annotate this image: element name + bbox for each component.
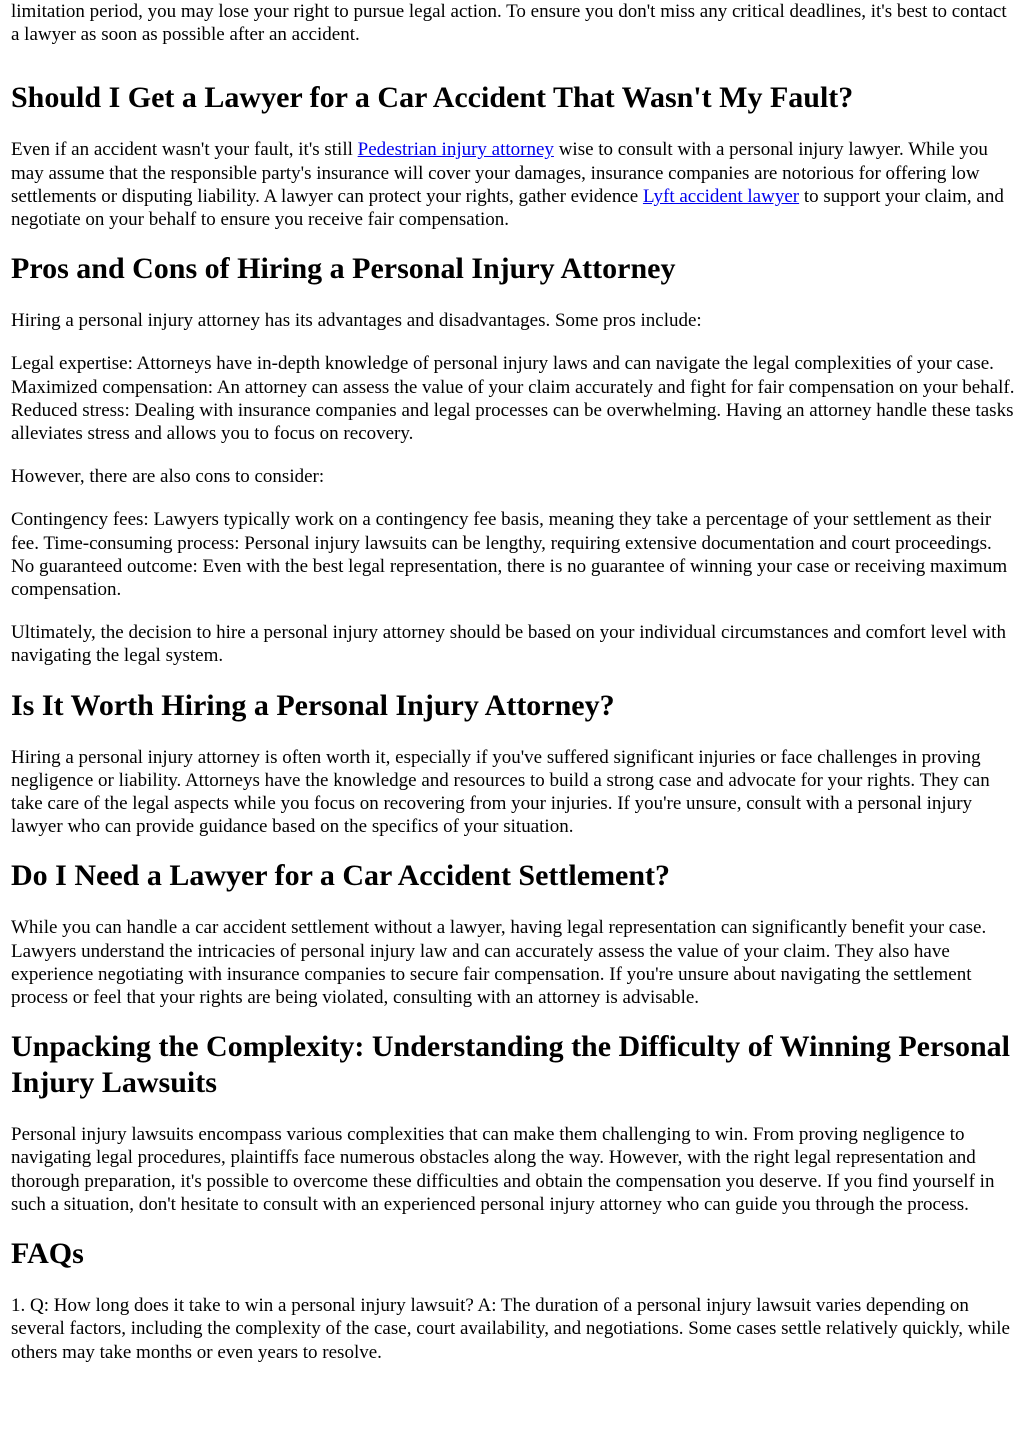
cons-intro: However, there are also cons to consider: bbox=[11, 466, 325, 488]
cons-paragraph: Contingency fees: Lawyers typically work on a contingency fee basis, meaning they take a percentage of your settlement as their fee. Time-consuming process: Personal injury lawsuits can be lengthy, requiring extensive documentation and court proceedings. No guaranteed outcome: Even with the best legal representation, there is no guarantee of winning your case or receiving maximum compensation. bbox=[11, 509, 1008, 601]
heading-worth: Is It Worth Hiring a Personal Injury Attorney? bbox=[11, 688, 615, 722]
heading-faqs: FAQs bbox=[11, 1237, 84, 1271]
heading-settlement: Do I Need a Lawyer for a Car Accident Settlement? bbox=[11, 859, 671, 893]
pros-paragraph: Legal expertise: Attorneys have in-depth knowledge of personal injury laws and can navigate the legal complexities of your case. Maximized compensation: An attorney can assess the value of your claim accurately and fight for fair compensation on your behalf. Reduced stress: Dealing with insurance companies and legal processes can be overwhelming. Having an attorney handle these tasks alleviates stress and allows you to focus on recovery. bbox=[11, 353, 1015, 445]
heading-pros-cons: Pros and Cons of Hiring a Personal Injury Attorney bbox=[11, 252, 676, 286]
worth-paragraph: Hiring a personal injury attorney is often worth it, especially if you've suffered significant injuries or face challenges in proving negligence or liability. Attorneys have the knowledge and resources to build a strong case and advocate for your rights. They can take care of the legal aspects while you focus on recovering from your injuries. If you're unsure, consult with a personal injury lawyer who can provide guidance based on the specifics of your situation. bbox=[11, 746, 990, 838]
pros-cons-conclusion: Ultimately, the decision to hire a personal injury attorney should be based on your individual circumstances and comfort level with navigating the legal system. bbox=[11, 622, 1006, 667]
lyft-accident-lawyer-link[interactable]: Lyft accident lawyer bbox=[642, 185, 800, 207]
fault-text-1: Even if an accident wasn't your fault, it's still bbox=[11, 139, 358, 161]
fault-paragraph bbox=[11, 138, 1015, 231]
heading-fault: Should I Get a Lawyer for a Car Accident That Wasn't My Fault? bbox=[11, 81, 854, 115]
pedestrian-injury-attorney-link[interactable]: Pedestrian injury attorney bbox=[357, 139, 554, 161]
pros-cons-intro: Hiring a personal injury attorney has its advantages and disadvantages. Some pros include: bbox=[11, 310, 702, 332]
faq-item-1: 1. Q: How long does it take to win a personal injury lawsuit? A: The duration of a personal injury lawsuit varies depending on several factors, including the complexity of the case, court availability, and negotiations. Some cases settle relatively quickly, while others may take months or even years to resolve. bbox=[11, 1295, 1010, 1363]
fault-text-2: wise to consult with a personal injury lawyer. While you may assume that the responsible party's insurance will cover your damages, insurance companies are notorious for offering low settlements or disputing liability. A lawyer can protect your rights, gather evidence bbox=[11, 139, 988, 207]
intro-paragraph: limitation period, you may lose your right to pursue legal action. To ensure you don't miss any critical deadlines, it's best to contact a lawyer as soon as possible after an accident. bbox=[11, 1, 1007, 46]
heading-complexity: Unpacking the Complexity: Understanding the Difficulty of Winning Personal Injury Lawsuits bbox=[11, 1030, 1010, 1100]
fault-text-3: to support your claim, and negotiate on your behalf to ensure you receive fair compensation. bbox=[11, 185, 1004, 231]
settlement-paragraph: While you can handle a car accident settlement without a lawyer, having legal representation can significantly benefit your case. Lawyers understand the intricacies of personal injury law and can accurately assess the value of your claim. They also have experience negotiating with insurance companies to secure fair compensation. If you're unsure about navigating the settlement process or feel that your rights are being violated, consulting with an attorney is advisable. bbox=[11, 917, 987, 1009]
complexity-paragraph: Personal injury lawsuits encompass various complexities that can make them challenging to win. From proving negligence to navigating legal procedures, plaintiffs face numerous obstacles along the way. However, with the right legal representation and thorough preparation, it's possible to overcome these difficulties and obtain the compensation you deserve. If you find yourself in such a situation, don't hesitate to consult with an experienced personal injury attorney who can guide you through the process. bbox=[11, 1124, 995, 1215]
